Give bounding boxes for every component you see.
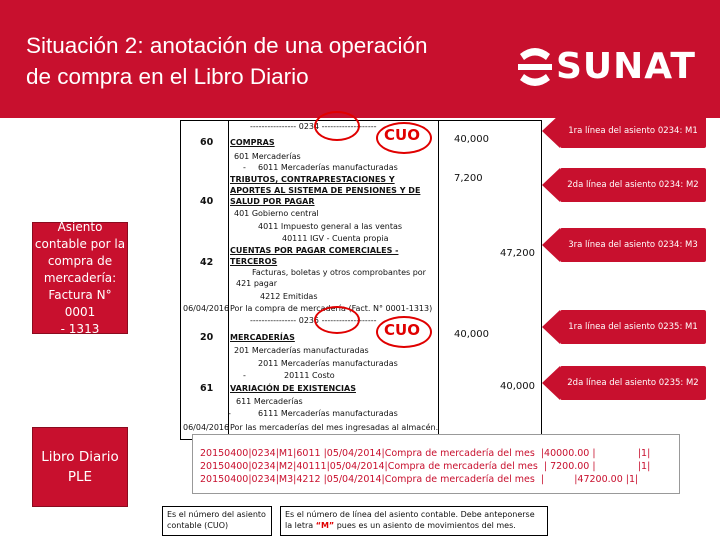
- libro-diario-label-box: [32, 427, 128, 507]
- entry-gloss: Por la compra de mercadería (Fact. N° 0001-1313): [230, 304, 433, 313]
- cuo-label-oval: [376, 122, 432, 154]
- account-code: 40: [200, 196, 214, 207]
- asiento-label-line: compra de: [47, 253, 113, 268]
- account-name: VARIACIÓN DE EXISTENCIAS: [230, 384, 356, 393]
- debit-amount: 40,000: [454, 329, 489, 340]
- account-code: 20: [200, 332, 214, 343]
- account-name: TERCEROS: [230, 257, 278, 266]
- line-tag: 1ra línea del asiento 0234: M1: [560, 114, 706, 148]
- cuo-label-oval: [376, 316, 432, 348]
- sunat-logo-text: SUNAT: [556, 46, 696, 87]
- account-name: MERCADERÍAS: [230, 333, 295, 342]
- account-name: CUENTAS POR PAGAR COMERCIALES -: [230, 246, 399, 255]
- dash: -: [243, 163, 246, 172]
- ledger-divider: [228, 120, 229, 438]
- debit-amount: 7,200: [454, 173, 483, 184]
- line-note-m: “M”: [315, 521, 335, 530]
- account-name: SALUD POR PAGAR: [230, 197, 315, 206]
- subaccount: Facturas, boletas y otros comprobantes por: [252, 268, 426, 277]
- credit-amount: 40,000: [500, 381, 535, 392]
- subaccount: 2011 Mercaderías manufacturadas: [258, 359, 398, 368]
- entry-separator-0234: ---------------- 0234 -------------------: [250, 122, 377, 131]
- entry-gloss: Por las mercaderías del mes ingresadas al almacén.: [230, 423, 439, 432]
- asiento-label-box: [32, 219, 128, 336]
- line-tag: 2da línea del asiento 0234: M2: [560, 168, 706, 202]
- asiento-label-line: mercadería:: [43, 270, 117, 285]
- line-note-text: pues es un asiento de movimientos del mes.: [334, 521, 516, 530]
- page-title-line1: Situación 2: anotación de una operación: [26, 33, 428, 58]
- asiento-label-line: Asiento: [57, 219, 103, 234]
- subaccount: 6111 Mercaderías manufacturadas: [258, 409, 398, 418]
- cuo-label: CUO: [384, 126, 420, 144]
- account-code: 60: [200, 137, 214, 148]
- account-name: TRIBUTOS, CONTRAPRESTACIONES Y: [230, 175, 395, 184]
- subaccount: 20111 Costo: [284, 371, 335, 380]
- cuo-highlight-oval: [314, 306, 360, 334]
- cuo-note: Es el número del asiento contable (CUO): [162, 506, 272, 536]
- entry-separator-0235: ---------------- 0235 -------------------: [250, 316, 377, 325]
- subaccount: 4011 Impuesto general a las ventas: [258, 222, 403, 231]
- sunat-logo-icon: [512, 40, 558, 94]
- subaccount: 40111 IGV - Cuenta propia: [282, 234, 389, 243]
- credit-amount: 47,200: [500, 248, 535, 259]
- debit-amount: 40,000: [454, 134, 489, 145]
- line-tag: 1ra línea del asiento 0235: M1: [560, 310, 706, 344]
- entry-date: 06/04/2016: [183, 304, 230, 313]
- line-number-note: [280, 506, 548, 536]
- subaccount: 601 Mercaderías: [234, 152, 301, 161]
- account-code: 42: [200, 257, 214, 268]
- line-tag: 2da línea del asiento 0235: M2: [560, 366, 706, 400]
- account-name: APORTES AL SISTEMA DE PENSIONES Y DE: [230, 186, 421, 195]
- dash: -: [243, 371, 246, 380]
- ple-record: 20150400|0234|M3|4212 |05/04/2014|Compra de mercadería del mes | |47200.00 |1|: [200, 474, 639, 485]
- subaccount: 421 pagar: [236, 279, 278, 288]
- asiento-label-line: - 1313: [60, 321, 100, 336]
- ple-record: 20150400|0234|M1|6011 |05/04/2014|Compra de mercadería del mes |40000.00 | |1|: [200, 448, 651, 459]
- subaccount: 6011 Mercaderías manufacturadas: [258, 163, 398, 172]
- entry-date: 06/04/2016: [183, 423, 230, 432]
- page-title: [26, 30, 506, 92]
- page-title-line2: de compra en el Libro Diario: [26, 64, 309, 89]
- cuo-highlight-oval: [314, 111, 360, 141]
- libro-label-line: PLE: [67, 469, 93, 485]
- subaccount: 401 Gobierno central: [234, 209, 319, 218]
- asiento-label-line: Factura N° 0001: [48, 287, 112, 319]
- line-note-text: Es el número de línea del asiento contable. Debe anteponerse la letra: [285, 510, 535, 530]
- subaccount: 201 Mercaderías manufacturadas: [234, 346, 369, 355]
- cuo-label: CUO: [384, 321, 420, 339]
- subaccount: 4212 Emitidas: [260, 292, 318, 301]
- subaccount: 611 Mercaderías: [236, 397, 303, 406]
- dash: -: [228, 409, 231, 418]
- ledger-divider: [438, 120, 439, 438]
- libro-label-line: Libro Diario: [41, 449, 119, 465]
- ple-record: 20150400|0234|M2|40111|05/04/2014|Compra de mercadería del mes | 7200.00 | |1|: [200, 461, 651, 472]
- line-tag: 3ra línea del asiento 0234: M3: [560, 228, 706, 262]
- account-name: COMPRAS: [230, 138, 275, 147]
- account-code: 61: [200, 383, 214, 394]
- asiento-label-line: contable por la: [34, 236, 126, 251]
